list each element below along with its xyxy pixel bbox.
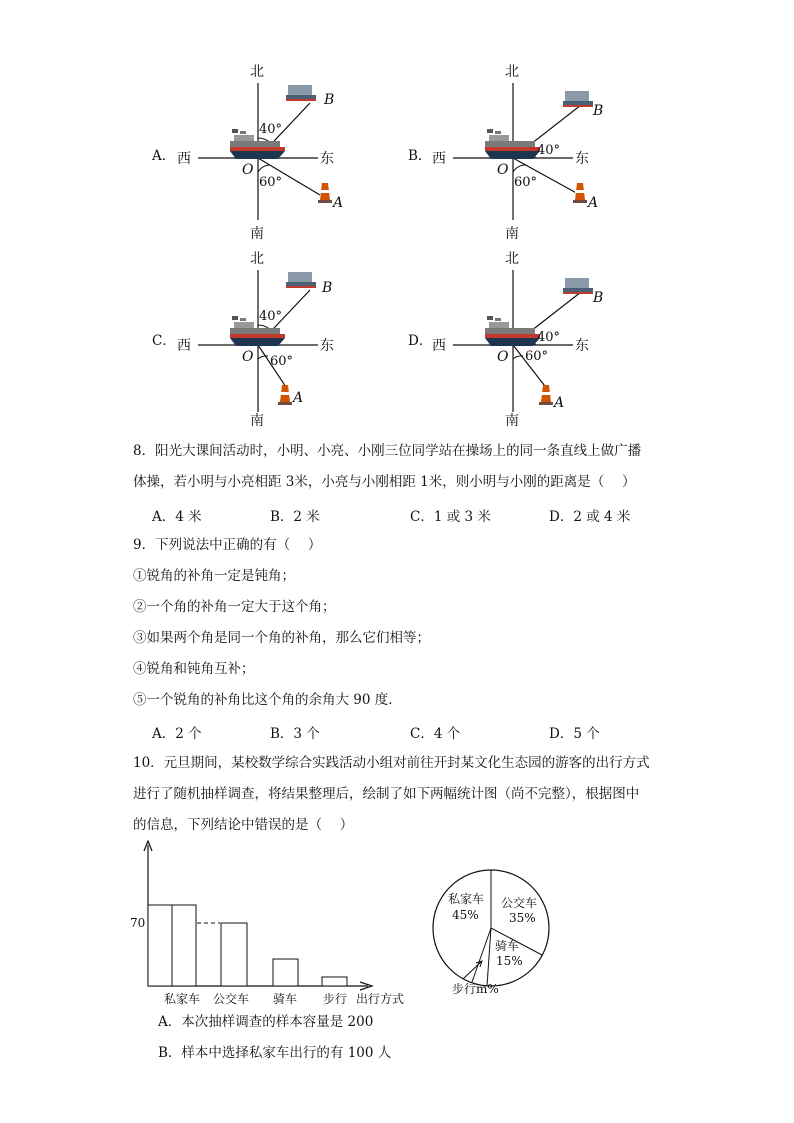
x-label-bus: 公交车 (213, 992, 250, 1006)
compass-diagram-c (160, 242, 380, 432)
slice-value-bus: 35% (509, 911, 536, 925)
slice-label-private-car: 私家车 (448, 892, 485, 906)
cruise-ship-b-icon (563, 278, 593, 294)
q8-option-d: D．2 或 4 米 (549, 509, 631, 525)
bar-chart (120, 835, 420, 1015)
q9-stem: 9．下列说法中正确的有（ ） (133, 537, 322, 553)
angle-north-label: 40° (259, 122, 283, 137)
origin-label: O (242, 349, 254, 365)
slice-label-walking: 步行 (452, 982, 477, 996)
q10-line-2: 进行了随机抽样调查，将结果整理后，绘制了如下两幅统计图（尚不完整），根据图中 (133, 786, 640, 802)
compass-diagram-b (415, 55, 635, 250)
north-label: 北 (505, 64, 519, 80)
bar-private-car-2 (172, 905, 196, 986)
south-label: 南 (505, 413, 519, 429)
point-a-label: A (333, 195, 344, 211)
angle-north-label: 40° (259, 309, 283, 324)
point-a-label: A (293, 390, 304, 406)
point-a-label: A (554, 395, 565, 411)
x-label-private-car: 私家车 (164, 992, 201, 1006)
north-label: 北 (505, 251, 519, 267)
compass-diagram-a (160, 55, 380, 250)
option-b-letter: B． (408, 148, 432, 164)
angle-north-label: 40° (537, 330, 561, 345)
q8-option-b: B．2 米 (270, 509, 320, 525)
option-a-letter: A． (152, 148, 176, 164)
slice-label-bus: 公交车 (501, 896, 538, 910)
q9-item-5: ⑤一个锐角的补角比这个角的余角大 90 度． (133, 692, 402, 708)
slice-label-cycling: 骑车 (495, 939, 520, 953)
bar-bus (221, 923, 247, 986)
cruise-ship-b-icon (286, 272, 316, 288)
option-c-letter: C． (152, 333, 176, 349)
q8-line-2: 体操，若小明与小亮相距 3米，小亮与小刚相距 1米，则小明与小刚的距离是（ ） (133, 474, 636, 490)
cruise-ship-b-icon (563, 91, 593, 107)
walking-label (452, 980, 499, 997)
angle-north-label: 40° (537, 143, 561, 158)
point-b-label: B (324, 92, 335, 108)
q10-option-a: A．本次抽样调查的样本容量是 200 (158, 1014, 374, 1030)
q9-item-3: ③如果两个角是同一个角的补角，那么它们相等； (133, 630, 430, 646)
north-label: 北 (250, 251, 264, 267)
south-label: 南 (505, 226, 519, 242)
bar-cycling (273, 959, 298, 986)
slice-value-private-car: 45% (452, 908, 479, 922)
east-label: 东 (320, 151, 334, 167)
q9-option-d: D．5 个 (549, 726, 600, 742)
east-label: 东 (320, 338, 334, 354)
x-axis-label: 出行方式 (356, 992, 405, 1006)
q9-item-4: ④锐角和钝角互补； (133, 661, 255, 677)
bar-walking (322, 977, 347, 986)
angle-south-label: 60° (270, 354, 294, 369)
slice-value-cycling: 15% (496, 954, 523, 968)
east-label: 东 (575, 151, 589, 167)
north-label: 北 (250, 64, 264, 80)
east-label: 东 (575, 338, 589, 354)
q9-option-a: A．2 个 (152, 726, 202, 742)
origin-label: O (242, 162, 254, 178)
q10-line-3: 的信息，下列结论中错误的是（ ） (133, 817, 354, 833)
option-d-letter: D． (408, 333, 433, 349)
q9-option-b: B．3 个 (270, 726, 320, 742)
west-label: 西 (432, 338, 446, 354)
lighthouse-a-icon (573, 183, 587, 203)
west-label: 西 (432, 151, 446, 167)
angle-south-label: 60° (259, 175, 283, 190)
origin-label: O (497, 162, 509, 178)
south-label: 南 (250, 226, 264, 242)
lighthouse-a-icon (278, 385, 292, 405)
x-label-walking: 步行 (323, 992, 348, 1006)
pie-chart (420, 855, 600, 1005)
point-b-label: B (322, 280, 333, 296)
slice-value-walking: m% (476, 982, 499, 996)
q10-line-1: 10．元旦期间，某校数学综合实践活动小组对前往开封某文化生态园的游客的出行方式 (133, 755, 650, 771)
point-b-label: B (593, 103, 604, 119)
q8-line-1: 8．阳光大课间活动时，小明、小亮、小刚三位同学站在操场上的同一条直线上做广播 (133, 443, 642, 459)
lighthouse-a-icon (318, 183, 332, 203)
origin-label: O (497, 349, 509, 365)
q8-option-a: A．4 米 (152, 509, 202, 525)
west-label: 西 (177, 151, 191, 167)
q8-option-c: C．1 或 3 米 (410, 509, 491, 525)
cruise-ship-b-icon (286, 85, 316, 101)
angle-south-label: 60° (514, 175, 538, 190)
point-b-label: B (593, 290, 604, 306)
q9-item-2: ②一个角的补角一定大于这个角； (133, 599, 336, 615)
compass-diagram-d (415, 242, 635, 432)
q9-item-1: ①锐角的补角一定是钝角； (133, 568, 295, 584)
y-tick-70: 70 (130, 916, 146, 930)
angle-south-label: 60° (525, 349, 549, 364)
point-a-label: A (588, 195, 599, 211)
q9-option-c: C．4 个 (410, 726, 461, 742)
q10-option-b: B．样本中选择私家车出行的有 100 人 (158, 1045, 392, 1061)
x-label-cycling: 骑车 (273, 992, 298, 1006)
south-label: 南 (250, 413, 264, 429)
west-label: 西 (177, 338, 191, 354)
bar-private-car (148, 905, 172, 986)
lighthouse-a-icon (539, 385, 553, 405)
